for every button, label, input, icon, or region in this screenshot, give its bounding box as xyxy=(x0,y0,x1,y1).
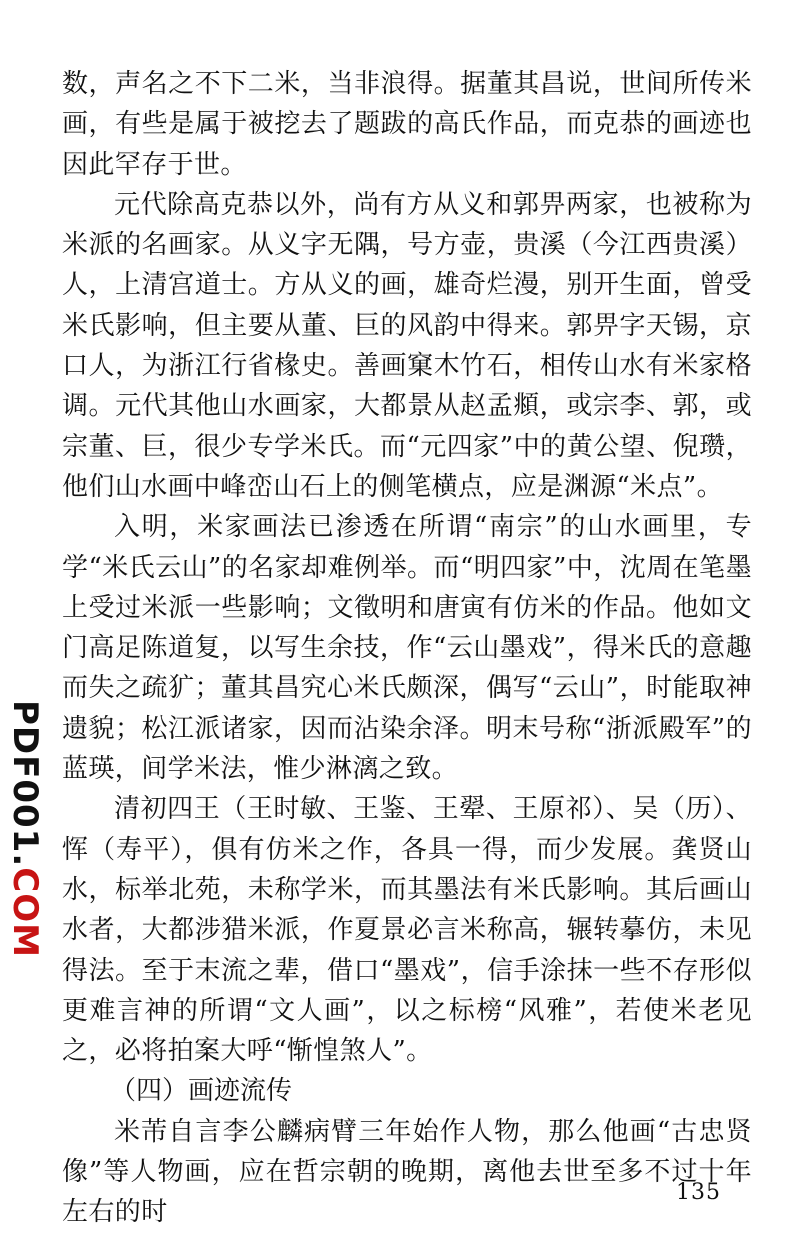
watermark-accent: COM xyxy=(5,867,45,958)
body-text xyxy=(62,64,752,1233)
watermark xyxy=(2,700,48,958)
section-heading: （四）画迹流传 xyxy=(110,1076,293,1107)
paragraph-qing-dynasty: 清初四王（王时敏、王鉴、王翚、王原祁）、吴（历）、恽（寿平），俱有仿米之作，各具一得，而少发展。龚贤山水，标举北苑，未称学米，而其墨法有米氏影响。其后画山水者，大都涉猎米派，作夏景必言米称高，辗转摹仿，未见得法。至于末流之辈，借口“墨戏”，信手涂抹一些不存形似更难言神的所谓“文人画”，以之标榜“风雅”，若使米老见之，必将拍案大呼“惭惶煞人”。 xyxy=(62,794,752,1067)
paragraph-ming-dynasty: 入明，米家画法已渗透在所谓“南宗”的山水画里，专学“米氏云山”的名家却难例举。而“明四家”中，沈周在笔墨上受过米派一些影响；文徵明和唐寅有仿米的作品。他如文门高足陈道复，以写生余技，作“云山墨戏”，得米氏的意趣而失之疏犷；董其昌究心米氏颇深，偶写“云山”，时能取神遗貌；松江派诸家，因而沾染余泽。明末号称“浙派殿军”的蓝瑛，间学米法，惟少淋漓之致。 xyxy=(62,512,752,785)
paragraph-continuation: 数，声名之不下二米，当非浪得。据董其昌说，世间所传米画，有些是属于被挖去了题跋的高氏作品，而克恭的画迹也因此罕存于世。 xyxy=(62,69,752,180)
paragraph-yuan-dynasty: 元代除高克恭以外，尚有方从义和郭畀两家，也被称为米派的名画家。从义字无隅，号方壶，贵溪（今江西贵溪）人，上清宫道士。方从义的画，雄奇烂漫，别开生面，曾受米氏影响，但主要从董、巨的风韵中得来。郭畀字天锡，京口人，为浙江行省椽史。善画窠木竹石，相传山水有米家格调。元代其他山水画家，大都景从赵孟頫，或宗李、郭，或宗董、巨，很少专学米氏。而“元四家”中的黄公望、倪瓒，他们山水画中峰峦山石上的侧笔横点，应是渊源“米点”。 xyxy=(62,189,752,502)
watermark-main: PDF001. xyxy=(5,700,45,868)
page-number: 135 xyxy=(676,1180,721,1205)
paragraph-final: 米芾自言李公麟病臂三年始作人物，那么他画“古忠贤像”等人物画，应在哲宗朝的晚期，离他去世至多不过十年左右的时 xyxy=(62,1116,752,1228)
